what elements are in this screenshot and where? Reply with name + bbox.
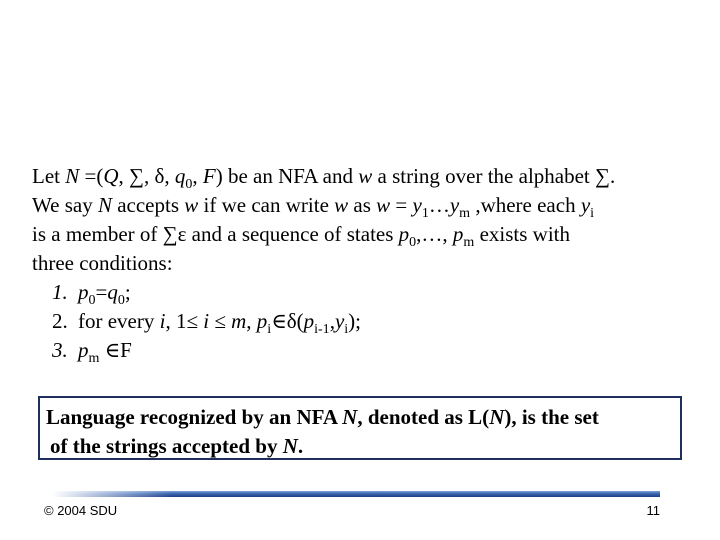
math-N: N (97, 193, 112, 217)
text: = (390, 193, 413, 217)
math-p: p (78, 338, 89, 362)
text: , 1≤ (165, 309, 204, 333)
text: We say (32, 193, 98, 217)
subscript: i-1 (314, 322, 330, 337)
subscript: m (463, 235, 475, 250)
text: ) be an NFA and (215, 164, 359, 188)
text: ,…, (416, 222, 453, 246)
math-y: y (449, 193, 460, 217)
subscript: 0 (185, 177, 193, 192)
math-w: w (334, 193, 349, 217)
language-definition-box (38, 396, 682, 460)
math-y: y (580, 193, 591, 217)
math-Q: Q (103, 164, 119, 188)
subscript: m (459, 206, 471, 221)
definition-line-1 (32, 162, 712, 191)
text: Let (32, 164, 66, 188)
text: . (297, 434, 304, 458)
math-N: N (342, 405, 358, 429)
math-i: i (159, 309, 166, 333)
text: of the strings accepted by (50, 434, 283, 458)
math-N: N (65, 164, 80, 188)
math-w: w (184, 193, 199, 217)
math-F: F (202, 164, 216, 188)
math-q: q (174, 164, 186, 188)
text: , (329, 309, 335, 333)
math-w: w (358, 164, 373, 188)
condition-2 (32, 307, 712, 336)
math-y: y (412, 193, 422, 217)
footer-divider-fade (52, 491, 172, 497)
text: accepts (111, 193, 185, 217)
math-p: p (452, 222, 464, 246)
math-delta: δ (154, 164, 165, 188)
math-m: m (231, 309, 247, 333)
box-line-1 (46, 403, 674, 432)
math-p: p (78, 280, 89, 304)
math-p: p (256, 309, 268, 333)
math-i: i (203, 309, 210, 333)
math-y: y (334, 309, 345, 333)
math-p: p (303, 309, 315, 333)
math-sigma-epsilon: ∑ε (162, 222, 187, 246)
subscript: m (88, 351, 100, 366)
box-line-2 (46, 432, 674, 461)
text: , (192, 164, 203, 188)
math-q: q (107, 280, 118, 304)
text: ); (348, 309, 361, 333)
text: … (428, 193, 450, 217)
text: ; (124, 280, 131, 304)
math-w: w (376, 193, 391, 217)
subscript: 0 (88, 293, 96, 308)
text: ∈F (99, 338, 132, 362)
text: ,where each (470, 193, 581, 217)
condition-3 (32, 336, 712, 365)
math-p: p (398, 222, 410, 246)
subscript: 0 (409, 235, 417, 250)
definition-line-4: three conditions: (32, 251, 173, 275)
text: ), is the set (504, 405, 599, 429)
list-number: 1. (52, 280, 68, 304)
condition-1 (32, 278, 712, 307)
text: as (348, 193, 377, 217)
text: ≤ (209, 309, 232, 333)
text: for every (78, 309, 160, 333)
text: , denoted as L( (357, 405, 490, 429)
list-number: 3. (52, 338, 68, 362)
definition-text (32, 162, 712, 365)
text: , (164, 164, 175, 188)
list-number: 2. (52, 309, 68, 333)
text: if we can write (198, 193, 335, 217)
text: , ∑, (118, 164, 155, 188)
text: =( (79, 164, 104, 188)
text: = (95, 280, 108, 304)
page-number: 11 (646, 503, 660, 518)
text: ∈δ( (271, 309, 304, 333)
text: a string over the alphabet ∑. (372, 164, 616, 188)
text: Language recognized by an NFA (46, 405, 343, 429)
subscript: i (590, 206, 595, 221)
subscript: i (267, 322, 272, 337)
text: , (246, 309, 257, 333)
definition-line-3 (32, 220, 712, 249)
math-N: N (282, 434, 298, 458)
copyright-text: © 2004 SDU (44, 503, 118, 518)
text: exists with (474, 222, 570, 246)
subscript: 1 (421, 206, 429, 221)
definition-line-2 (32, 191, 712, 220)
text: and a sequence of states (186, 222, 399, 246)
subscript: 0 (117, 293, 125, 308)
subscript: i (344, 322, 349, 337)
text: is a member of (32, 222, 163, 246)
math-N: N (489, 405, 505, 429)
